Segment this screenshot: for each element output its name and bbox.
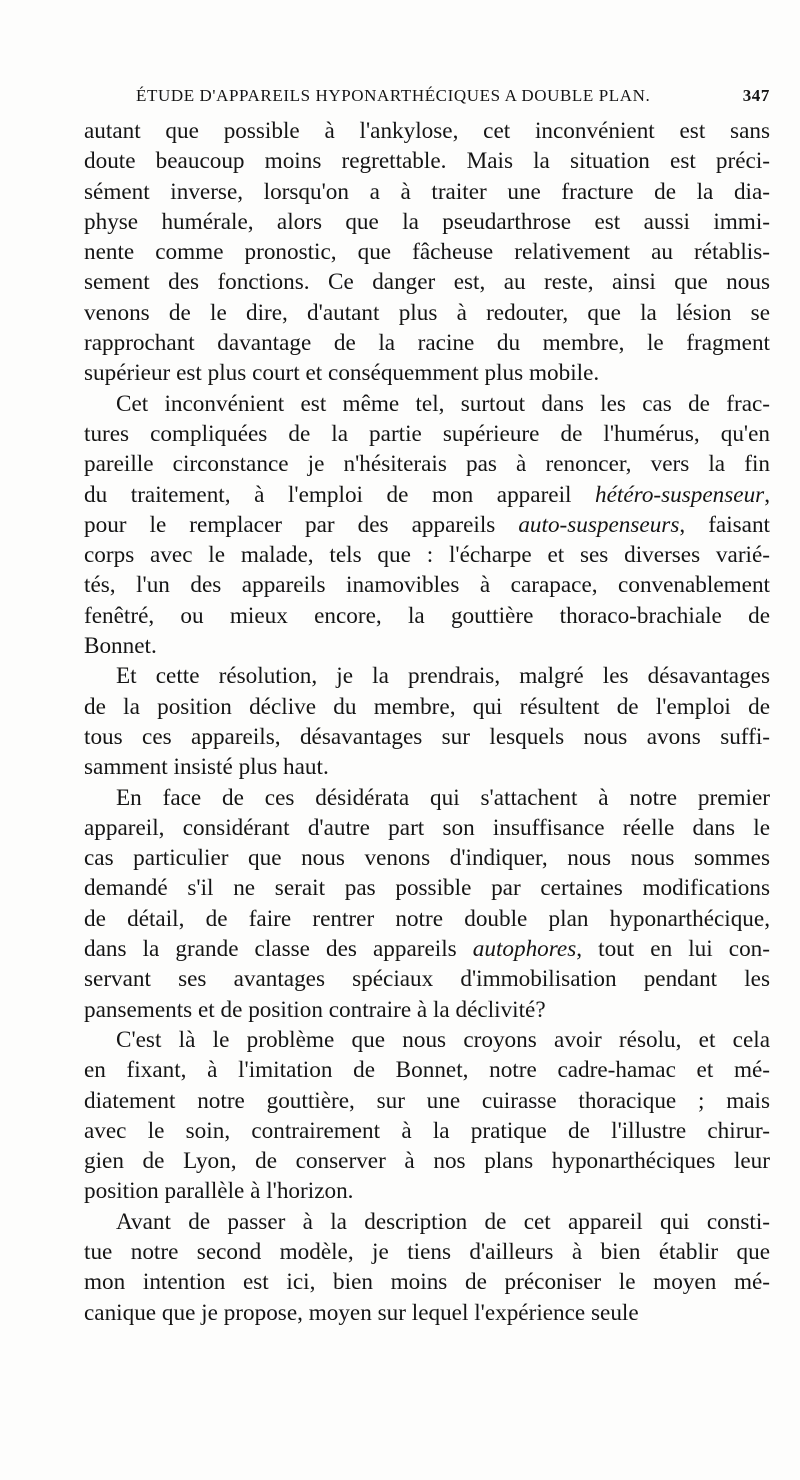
text-line	[84, 298, 770, 328]
line-text: position parallèle à l'horizon.	[84, 1178, 354, 1205]
text-line	[84, 843, 770, 873]
text-line	[84, 631, 770, 661]
line-text: en fixant, à l'imitation de Bonnet, notre cadre-hamac et mé-	[84, 1057, 770, 1084]
line-text: gien de Lyon, de conserver à nos plans hyponarthéciques leur	[84, 1148, 770, 1175]
running-head	[84, 86, 770, 110]
line-text: rapprochant davantage de la racine du membre, le fragment	[84, 330, 770, 357]
line-text: Bonnet.	[84, 633, 157, 660]
body-text	[84, 116, 770, 1328]
text-line	[84, 177, 770, 207]
line-text: supérieur est plus court et conséquemment plus mobile.	[84, 360, 600, 387]
line-text: du traitement, à l'emploi de mon appareil	[84, 481, 596, 508]
line-text: tés, l'un des appareils inamovibles à carapace, convenablement	[84, 572, 770, 599]
text-line	[84, 510, 770, 540]
text-line	[84, 752, 770, 782]
line-text: avec le soin, contrairement à la pratique de l'illustre chirur-	[84, 1117, 770, 1144]
text-line	[84, 570, 770, 600]
text-line	[84, 1025, 770, 1055]
line-text: corps avec le malade, tels que : l'écharpe et ses diverses varié-	[84, 542, 770, 569]
text-line	[84, 207, 770, 237]
text-line	[84, 964, 770, 994]
text-line	[84, 1267, 770, 1297]
line-text: pansements et de position contraire à la déclivité?	[84, 996, 546, 1023]
page-number: 347	[742, 86, 770, 105]
line-text: pour le remplacer par des appareils	[84, 511, 519, 538]
text-line	[84, 661, 770, 691]
text-line	[84, 722, 770, 752]
line-text: appareil, considérant d'autre part son insuffisance réelle dans le	[84, 814, 770, 841]
line-text: physe humérale, alors que la pseudarthrose est aussi immi-	[84, 208, 770, 235]
line-text: nente comme pronostic, que fâcheuse relativement au rétablis-	[84, 239, 770, 266]
text-line	[84, 1116, 770, 1146]
text-line	[84, 692, 770, 722]
text-line	[84, 389, 770, 419]
text-line	[84, 1086, 770, 1116]
line-text: tous ces appareils, désavantages sur lesquels nous avons suffi-	[84, 723, 770, 750]
text-line	[84, 904, 770, 934]
line-text: servant ses avantages spéciaux d'immobilisation pendant les	[84, 966, 770, 993]
italic-term: autophores	[472, 936, 577, 963]
running-title: ÉTUDE D'APPAREILS HYPONARTHÉCIQUES A DOUBLE PLAN.	[136, 86, 651, 105]
line-text: Avant de passer à la description de cet appareil qui consti-	[116, 1208, 770, 1235]
text-line	[84, 1298, 770, 1328]
text-line	[84, 783, 770, 813]
italic-term: auto-suspenseurs	[518, 511, 680, 538]
line-text: C'est là le problème que nous croyons avoir résolu, et cela	[116, 1026, 770, 1053]
line-text: pareille circonstance je n'hésiterais pas à renoncer, vers la fin	[84, 451, 770, 478]
line-text: diatement notre gouttière, sur une cuirasse thoracique ; mais	[84, 1087, 770, 1114]
line-text: venons de le dire, d'autant plus à redouter, que la lésion se	[84, 299, 770, 326]
line-text: Cet inconvénient est même tel, surtout dans les cas de frac-	[116, 390, 770, 417]
text-line	[84, 601, 770, 631]
italic-term: hétéro-suspenseur	[595, 481, 765, 508]
text-line	[84, 237, 770, 267]
text-line	[84, 995, 770, 1025]
line-text: fenêtré, ou mieux encore, la gouttière thoraco-brachiale de	[84, 602, 770, 629]
text-line	[84, 116, 770, 146]
line-text: demandé s'il ne serait pas possible par certaines modifications	[84, 875, 770, 902]
line-text: autant que possible à l'ankylose, cet inconvénient est sans	[84, 118, 770, 144]
text-line	[84, 873, 770, 903]
text-line	[84, 358, 770, 388]
line-text-tail: , tout en lui con-	[576, 936, 770, 963]
text-line	[84, 328, 770, 358]
line-text: sément inverse, lorsqu'on a à traiter une fracture de la dia-	[84, 178, 770, 205]
line-text: dans la grande classe des appareils	[84, 936, 473, 963]
text-line	[84, 480, 770, 510]
text-line	[84, 1237, 770, 1267]
text-line	[84, 146, 770, 176]
text-line	[84, 540, 770, 570]
text-line	[84, 419, 770, 449]
line-text-tail: ,	[764, 481, 770, 508]
line-text: En face de ces désidérata qui s'attachent à notre premier	[116, 784, 770, 811]
line-text: de la position déclive du membre, qui résultent de l'emploi de	[84, 693, 770, 720]
line-text: doute beaucoup moins regrettable. Mais la situation est préci-	[84, 148, 770, 175]
text-line	[84, 1146, 770, 1176]
text-line	[84, 1176, 770, 1206]
line-text: de détail, de faire rentrer notre double plan hyponarthécique,	[84, 905, 770, 932]
line-text: Et cette résolution, je la prendrais, malgré les désavantages	[116, 663, 770, 690]
line-text: mon intention est ici, bien moins de préconiser le moyen mé-	[84, 1269, 770, 1296]
text-line	[84, 813, 770, 843]
text-line	[84, 934, 770, 964]
line-text: sement des fonctions. Ce danger est, au reste, ainsi que nous	[84, 269, 770, 296]
line-text-tail: , faisant	[679, 511, 770, 538]
line-text: samment insisté plus haut.	[84, 754, 329, 781]
text-line	[84, 449, 770, 479]
text-line	[84, 1055, 770, 1085]
line-text: tue notre second modèle, je tiens d'ailleurs à bien établir que	[84, 1238, 770, 1265]
line-text: cas particulier que nous venons d'indiquer, nous nous sommes	[84, 845, 770, 872]
line-text: canique que je propose, moyen sur lequel l'expérience seule	[84, 1299, 639, 1326]
text-line	[84, 267, 770, 297]
text-line	[84, 1207, 770, 1237]
line-text: tures compliquées de la partie supérieure de l'humérus, qu'en	[84, 420, 770, 447]
